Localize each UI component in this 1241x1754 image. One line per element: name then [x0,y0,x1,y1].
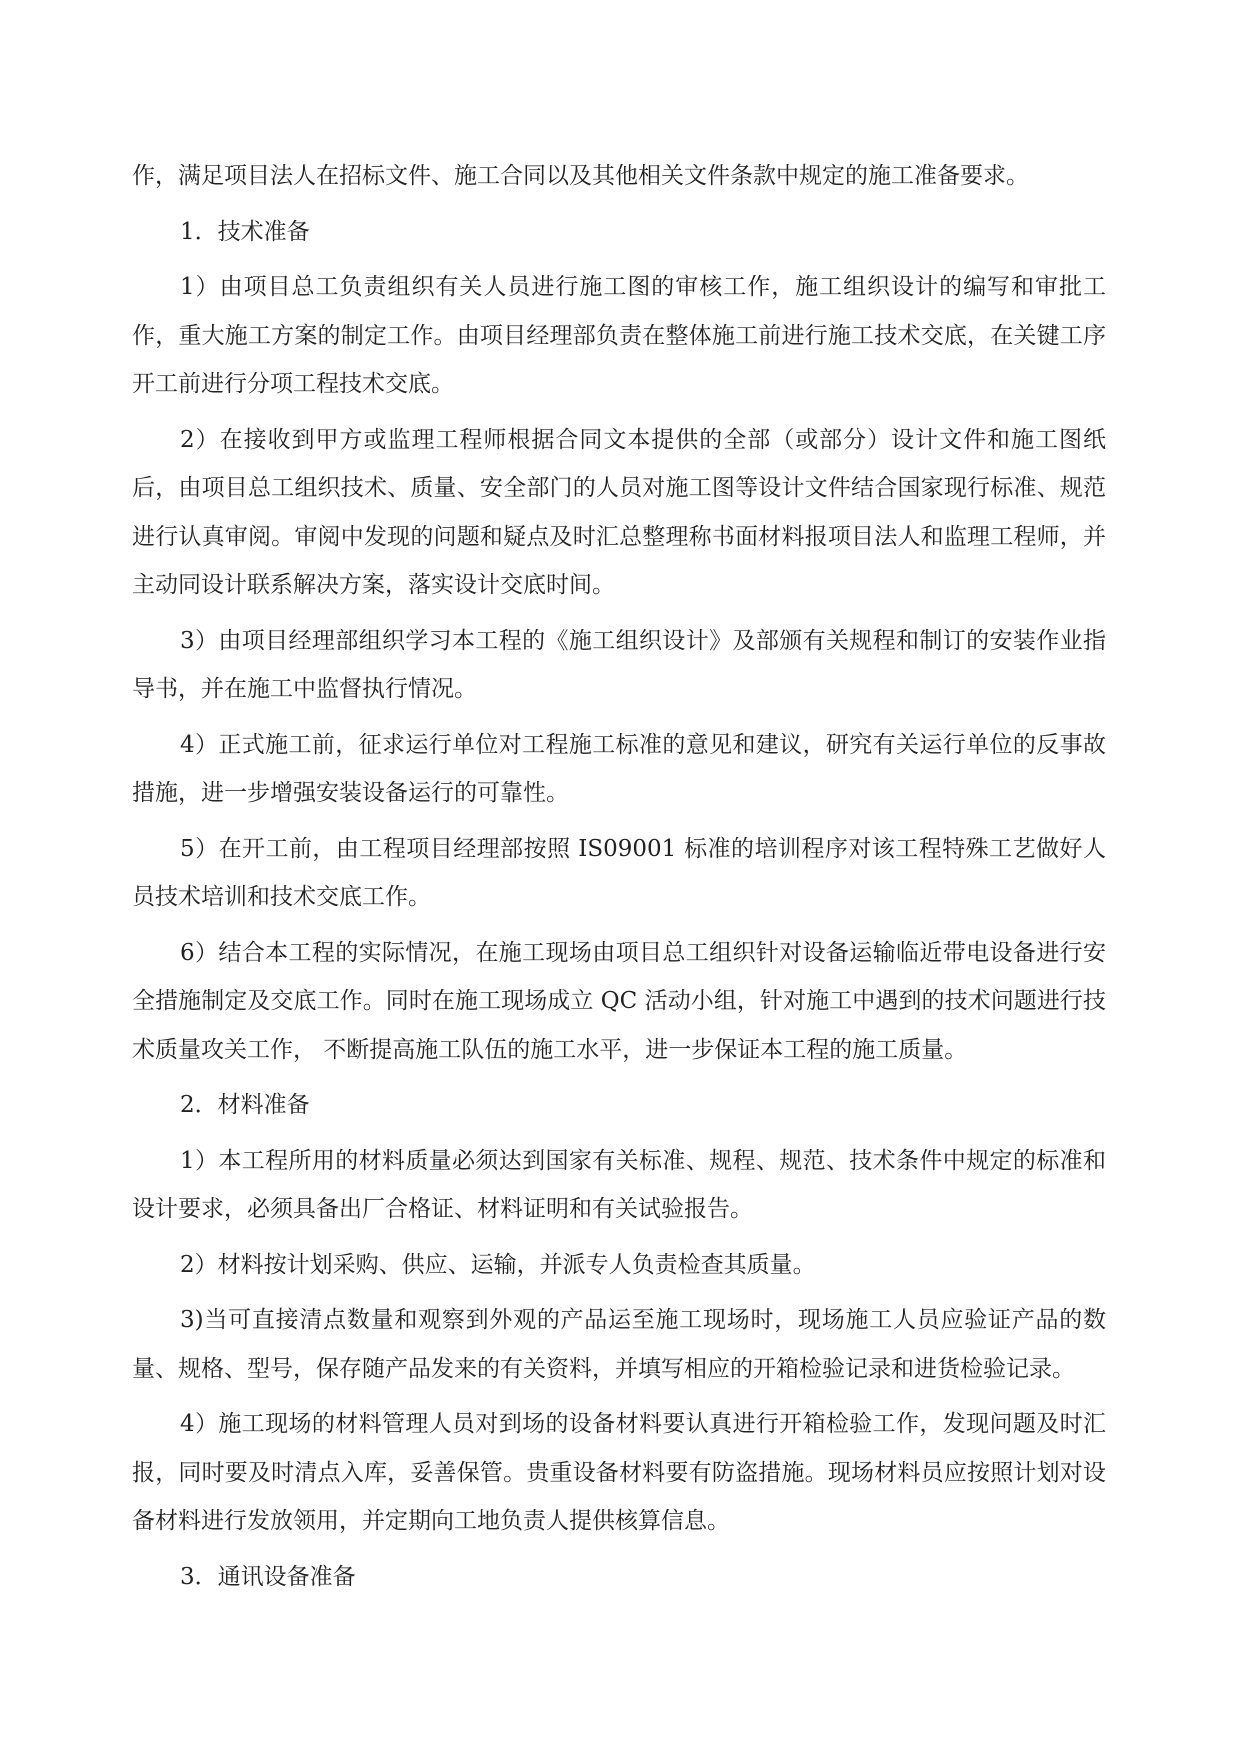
paragraph-item: 3）由项目经理部组织学习本工程的《施工组织设计》及部颁有关规程和制订的安装作业指导书，并在施工中监督执行情况。 [132,627,1106,702]
paragraph-item: 1）本工程所用的材料质量必须达到国家有关标准、规程、规范、技术条件中规定的标准和设计要求，必须具备出厂合格证、材料证明和有关试验报告。 [132,1147,1106,1222]
paragraph-item: 6）结合本工程的实际情况，在施工现场由项目总工组织针对设备运输临近带电设备进行安全措施制定及交底工作。同时在施工现场成立 QC 活动小组，针对施工中遇到的技术问题进行技术质量攻关工作， 不断提高施工队伍的施工水平，进一步保证本工程的施工质量。 [132,939,1106,1063]
paragraph-item: 4）施工现场的材料管理人员对到场的设备材料要认真进行开箱检验工作，发现问题及时汇报，同时要及时清点入库，妥善保管。贵重设备材料要有防盗措施。现场材料员应按照计划对设备材料进行发放领用，并定期向工地负责人提供核算信息。 [132,1411,1106,1534]
section-heading-material-preparation: 2．材料准备 [180,1092,310,1118]
paragraph-item: 3)当可直接清点数量和观察到外观的产品运至施工现场时，现场施工人员应验证产品的数量、规格、型号，保存随产品发来的有关资料，并填写相应的开箱检验记录和进货检验记录。 [132,1307,1106,1382]
paragraph-item: 2）在接收到甲方或监理工程师根据合同文本提供的全部（或部分）设计文件和施工图纸后，由项目总工组织技术、质量、安全部门的人员对施工图等设计文件结合国家现行标准、规范进行认真审阅。审阅中发现的问题和疑点及时汇总整理称书面材料报项目法人和监理工程师，并主动同设计联系解决方案，落实设计交底时间。 [132,426,1106,598]
paragraph-item: 5）在开工前，由工程项目经理部按照 IS09001 标准的培训程序对该工程特殊工艺做好人员技术培训和技术交底工作。 [132,835,1106,910]
paragraph-item: 4）正式施工前，征求运行单位对工程施工标准的意见和建议，研究有关运行单位的反事故措施，进一步增强安装设备运行的可靠性。 [132,731,1106,806]
section-heading-technical-preparation: 1．技术准备 [180,218,310,245]
paragraph-continuation: 作，满足项目法人在招标文件、施工合同以及其他相关文件条款中规定的施工准备要求。 [132,163,1029,189]
paragraph-item: 2）材料按计划采购、供应、运输，并派专人负责检查其质量。 [180,1251,816,1278]
paragraph-item: 1）由项目总工负责组织有关人员进行施工图的审核工作，施工组织设计的编写和审批工作，重大施工方案的制定工作。由项目经理部负责在整体施工前进行施工技术交底，在关键工序开工前进行分项工程技术交底。 [132,274,1106,397]
document-body [132,152,1106,1608]
section-heading-communication-equipment: 3．通讯设备准备 [180,1563,356,1590]
